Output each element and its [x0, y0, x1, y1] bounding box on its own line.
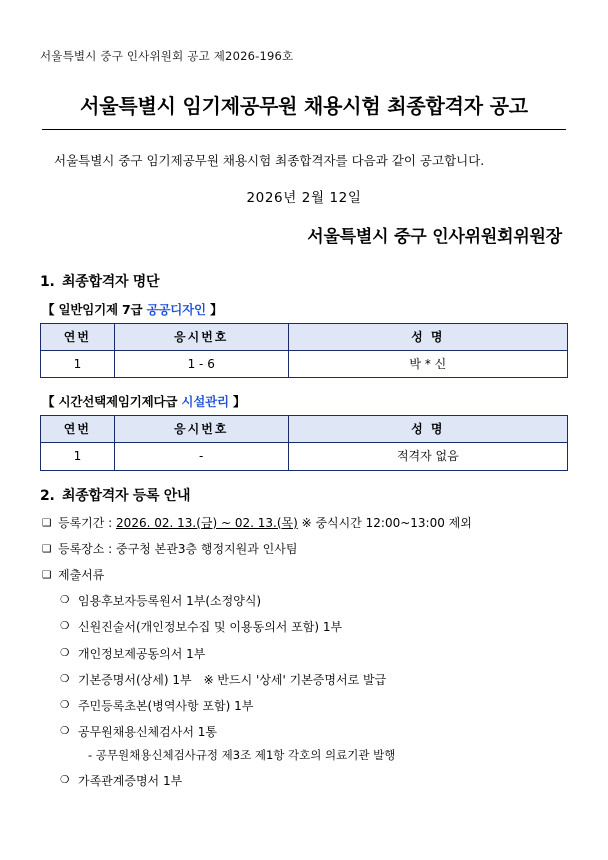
list-item: [40, 540, 568, 559]
cell-exam-number: -: [114, 443, 288, 470]
document-item-text: 가족관계증명서 1부: [78, 773, 183, 788]
title-divider: [42, 129, 566, 130]
list-item: [58, 772, 568, 791]
bracket-open: 【: [42, 394, 55, 410]
cell-no: 1: [41, 351, 115, 378]
cell-no: 1: [41, 443, 115, 470]
section-1-number: 1.: [40, 273, 55, 290]
document-item-text: 신원진술서(개인정보수집 및 이용동의서 포함) 1부: [78, 620, 343, 635]
circle-bullet-icon: ❍: [60, 594, 70, 607]
document-item-text: 공무원채용신체검사서 1통: [78, 725, 217, 740]
lead-paragraph: 서울특별시 중구 임기제공무원 채용시험 최종합격자를 다음과 같이 공고합니다.: [54, 153, 485, 168]
column-header-name: 성 명: [288, 416, 567, 443]
table-1-caption-pre: 일반임기제 7급: [54, 301, 147, 317]
table-header-row: [41, 323, 568, 350]
bracket-close: 】: [205, 301, 223, 317]
section-1-label: 최종합격자 명단: [62, 273, 160, 290]
registration-place: 등록장소 : 중구청 본관3층 행정지원과 인사팀: [58, 541, 298, 556]
results-table-1: [40, 323, 568, 378]
table-2-caption-pre: 시간선택제임기제다급: [54, 394, 182, 410]
column-header-exam-number: 응시번호: [114, 323, 288, 350]
circle-bullet-icon: ❍: [60, 725, 70, 738]
required-documents-list: [58, 592, 568, 791]
results-table-2: [40, 415, 568, 470]
column-header-exam-number: 응시번호: [114, 416, 288, 443]
list-item: [58, 645, 568, 664]
list-item: [58, 697, 568, 716]
table-2-caption-highlight: 시설관리: [181, 394, 229, 410]
list-item: [40, 566, 568, 791]
section-2-heading: [40, 485, 568, 505]
square-bullet-icon: ❑: [42, 542, 52, 555]
document-item-note: ※ 반드시 '상세' 기본증명서로 발급: [203, 672, 387, 687]
circle-bullet-icon: ❍: [60, 773, 70, 786]
column-header-name: 성 명: [288, 323, 567, 350]
document-item-text: 주민등록초본(병역사항 포함) 1부: [78, 698, 254, 713]
circle-bullet-icon: ❍: [60, 672, 70, 685]
cell-name: 박 * 신: [288, 351, 567, 378]
table-row: [41, 351, 568, 378]
registration-notice-list: [40, 514, 568, 791]
circle-bullet-icon: ❍: [60, 698, 70, 711]
circle-bullet-icon: ❍: [60, 646, 70, 659]
table-1-caption: [42, 300, 568, 318]
list-item: [40, 514, 568, 533]
document-number: 서울특별시 중구 인사위원회 공고 제2026-196호: [40, 49, 294, 63]
list-item: [58, 592, 568, 611]
cell-exam-number: 1 - 6: [114, 351, 288, 378]
cell-name: 적격자 없음: [288, 443, 567, 470]
page-title: 서울특별시 임기제공무원 채용시험 최종합격자 공고: [80, 94, 528, 118]
list-item: [58, 723, 568, 764]
list-item: [58, 671, 568, 690]
announcement-date: 2026년 2월 12일: [246, 189, 362, 206]
medical-exam-note: - 공무원채용신체검사규정 제3조 제1항 각호의 의료기관 발행: [88, 748, 396, 763]
list-item: [58, 618, 568, 637]
table-row: [41, 443, 568, 470]
column-header-no: 연번: [41, 416, 115, 443]
table-header-row: [41, 416, 568, 443]
registration-period-label: 등록기간 :: [58, 515, 117, 530]
document-item-text: 기본증명서(상세) 1부: [78, 672, 192, 687]
section-2-number: 2.: [40, 487, 55, 504]
registration-period-note: ※ 중식시간 12:00~13:00 제외: [297, 515, 472, 530]
registration-period-value: 2026. 02. 13.(금) ~ 02. 13.(목): [116, 515, 298, 530]
document-item-text: 개인정보제공동의서 1부: [78, 646, 206, 661]
table-2-caption: [42, 392, 568, 410]
square-bullet-icon: ❑: [42, 569, 52, 581]
document-item-text: 임용후보자등록원서 1부(소정양식): [78, 594, 262, 609]
circle-bullet-icon: ❍: [60, 620, 70, 633]
required-documents-label: 제출서류: [58, 568, 105, 582]
square-bullet-icon: ❑: [42, 516, 52, 529]
issuer-name: 서울특별시 중구 인사위원회위원장: [307, 226, 562, 247]
bracket-open: 【: [42, 301, 55, 317]
table-1-caption-highlight: 공공디자인: [146, 301, 206, 317]
bracket-close: 】: [228, 394, 246, 410]
section-2-label: 최종합격자 등록 안내: [62, 487, 191, 504]
section-1-heading: [40, 271, 568, 291]
column-header-no: 연번: [41, 323, 115, 350]
